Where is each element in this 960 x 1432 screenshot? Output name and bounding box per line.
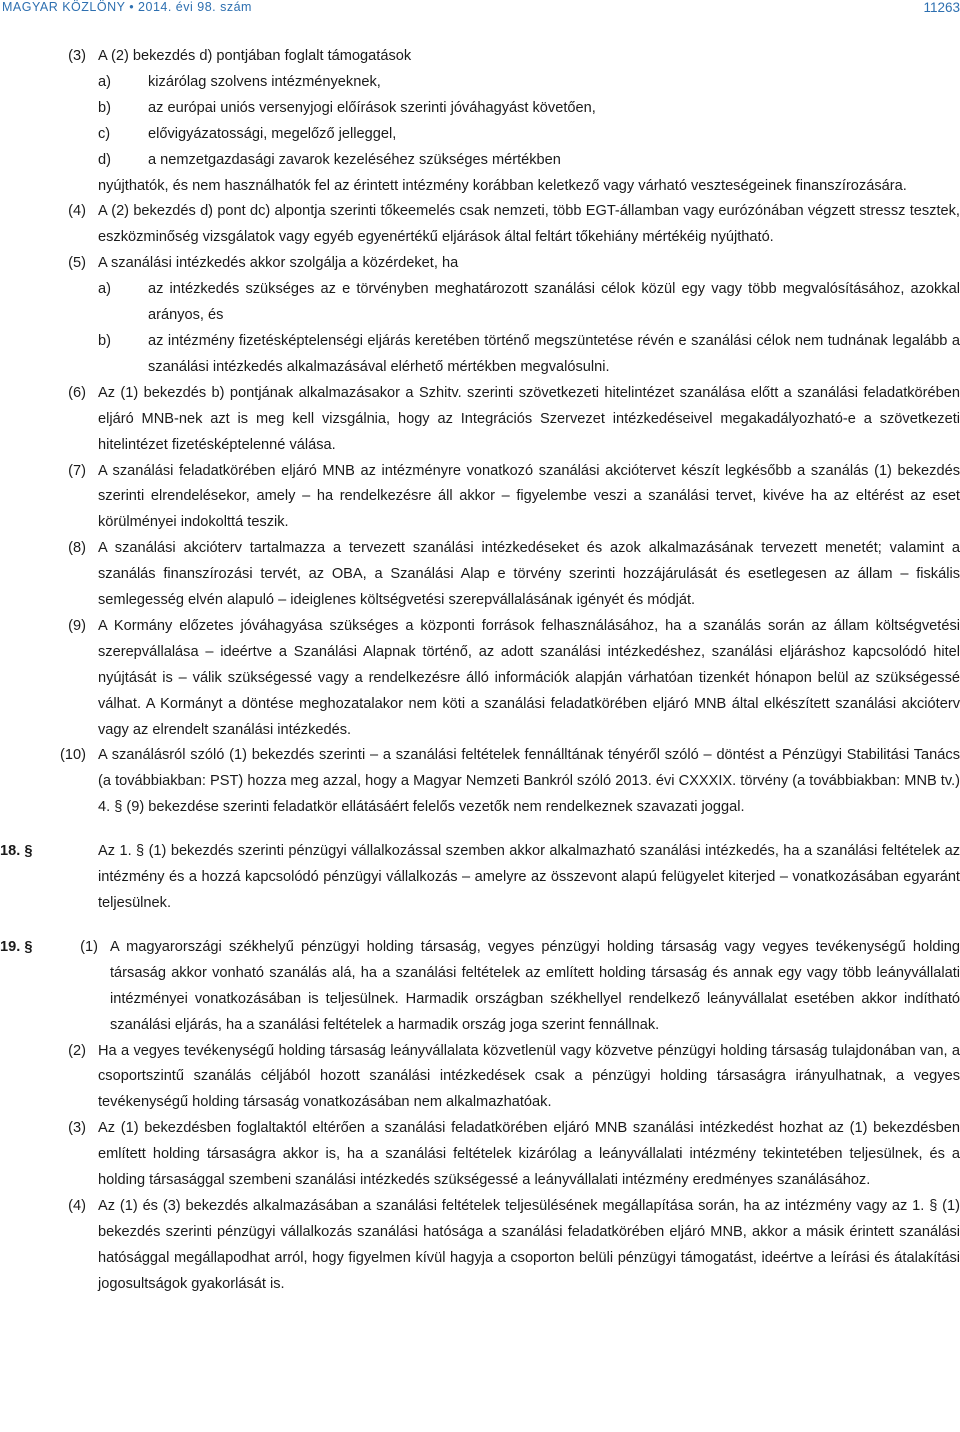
section-19-paragraph-3 [0, 1116, 960, 1194]
item-label: a) [98, 281, 111, 298]
paragraph-text: A szanálási feladatkörében eljáró MNB az intézményre vonatkozó szanálási akciótervet készít legkésőbb a szanálás (1) bekezdés szerinti elrendelésekor, amely – ha rendelkezésre áll akkor – figyelembe veszi a szanálási tervet, kivéve ha az eltérést az eset körülményei indokolttá teszik. [98, 462, 960, 531]
paragraph-3 [0, 44, 960, 70]
paragraph-number: (2) [68, 1042, 86, 1059]
paragraph-4 [0, 199, 960, 251]
paragraph-number: (4) [68, 203, 86, 220]
item-text: az európai uniós versenyjogi előírások szerinti jóváhagyást követően, [148, 99, 596, 116]
paragraph-number: (1) [80, 938, 98, 955]
item-text: az intézkedés szükséges az e törvényben meghatározott szanálási célok közül egy vagy több megvalósításához, azokkal arányos, és [148, 281, 960, 324]
paragraph-text: A szanálási intézkedés akkor szolgálja a közérdeket, ha [98, 255, 459, 272]
paragraph-7 [0, 459, 960, 537]
paragraph-number: (6) [68, 384, 86, 401]
paragraph-number: (8) [68, 540, 86, 557]
item-text: az intézmény fizetésképtelenségi eljárás keretében történő megszüntetése révén e szanálási célok nem tudnának legalább a szanálási intézkedés alkalmazásával elérhető mértékben megvalósulni. [148, 332, 960, 375]
paragraph-text: A (2) bekezdés d) pont dc) alpontja szerinti tőkeemelés csak nemzeti, több EGT-államban vagy eurózónában végzett stressz tesztek, eszközminőség vizsgálatok vagy egyéb egyenértékű eljárások által feltárt tőkehiány mértékéig nyújtható. [98, 203, 960, 246]
paragraph-number: (10) [60, 747, 86, 764]
item-text: a nemzetgazdasági zavarok kezeléséhez szükséges mértékben [148, 151, 561, 168]
item-label: b) [98, 99, 111, 116]
page-number: 11263 [923, 0, 960, 15]
list-item [98, 122, 960, 148]
paragraph-text: A magyarországi székhelyű pénzügyi holding társaság, vegyes pénzügyi holding társaság vagy vegyes tevékenységű holding társaság akkor vonható szanálás alá, ha a szanálási feltételek az említett holding társaság és annak egy vagy több leányvállalati intézményei vonatkozásában is teljesülnek. Harmadik országban székhellyel rendelkező leányvállalat esetében akkor indítható szanálási eljárás, ha a szanálási feltételek a harmadik ország joga szerint fennállnak. [110, 938, 960, 1033]
section-number: 19. § [0, 938, 33, 955]
paragraph-continuation: nyújthatók, és nem használhatók fel az érintett intézmény korábban keletkező vagy várható veszteségeinek finanszírozására. [98, 177, 907, 194]
paragraph-text: A szanálási akcióterv tartalmazza a tervezett szanálási intézkedéseket és azok alkalmazásának tervezett menetét; valamint a szanálás finanszírozási tervét, az OBA, a Szanálási Alap e törvény szerinti hozzájárulását és esetlegesen az állam – fiskális semlegesség elvén alapuló – ideiglenes költségvetési szerepvállalásának igényét és módját. [98, 540, 960, 609]
section-text: Az 1. § (1) bekezdés szerinti pénzügyi vállalkozással szemben akkor alkalmazható szanálási intézkedés, ha a szanálási feltételek az intézmény és a hozzá kapcsolódó pénzügyi vállalkozás – amelyre az összevont alapú felügyelet kiterjed – vonatkozásában egyaránt teljesülnek. [98, 843, 960, 911]
paragraph-number: (4) [68, 1197, 86, 1214]
paragraph-8 [0, 536, 960, 614]
item-text: kizárólag szolvens intézményeknek, [148, 73, 381, 90]
section-19 [0, 935, 960, 1039]
paragraph-text: Az (1) és (3) bekezdés alkalmazásában a szanálási feltételek teljesülésének megállapítása során, ha az intézmény vagy az 1. § (1) bekezdés szerinti pénzügyi vállalkozás szanálási hatósága a szanálási feladatkörében eljáró MNB, akkor a másik érintett szanálási hatósággal megállapodhat arról, hogy figyelmen kívül hagyja a csoporton belüli pénzügyi támogatást, ideértve a leírási és átalakítási jogosultságok gyakorlását is. [98, 1197, 960, 1292]
item-label: a) [98, 73, 111, 90]
paragraph-number: (3) [68, 48, 86, 64]
paragraph-10 [0, 743, 960, 821]
list-item [98, 96, 960, 122]
item-label: c) [98, 125, 111, 142]
paragraph-number: (9) [68, 617, 86, 634]
list-item [98, 70, 960, 96]
paragraph-text: Az (1) bekezdésben foglaltaktól eltérően a szanálási feladatkörében eljáró MNB szanálási intézkedést hozhat az (1) bekezdésben említett holding társaságra akkor is, ha a szanálási feltételek kizárólag a leányvállalati intézmény tekintetében teljesülnek, és a holding társasággal szembeni szanálási intézkedés szükségessé a leányvállalati intézmény eredményes szanálásához. [98, 1120, 960, 1189]
document-body [0, 44, 960, 1298]
paragraph-9 [0, 614, 960, 744]
section-19-paragraph-2 [0, 1039, 960, 1117]
paragraph-number: (5) [68, 255, 86, 272]
paragraph-text: A (2) bekezdés d) pontjában foglalt támogatások [98, 48, 412, 64]
publication-title: MAGYAR KÖZLÖNY • 2014. évi 98. szám [2, 0, 252, 14]
item-label: d) [98, 151, 111, 168]
section-number: 18. § [0, 843, 33, 860]
paragraph-text: A Kormány előzetes jóváhagyása szükséges a központi források felhasználásához, ha a szanálás során az állam költségvetési szerepvállalása – ideértve a Szanálási Alapnak történő, az adott szanálási intézkedéshez, szanálási eljáráshoz kapcsolódó hitel nyújtását is – válik szükségessé vagy a rendelkezésre álló információk alapján várhatóan tizenkét hónapon belül az szükségessé válhat. A Kormányt a döntése meghozatalakor nem köti a szanálási feladatkörében eljáró MNB által elkészített szanálási akcióterv vagy az elrendelt szanálási intézkedés. [98, 617, 960, 738]
paragraph-5 [0, 251, 960, 277]
list-item [98, 329, 960, 381]
section-19-paragraph-4 [0, 1194, 960, 1298]
list-item [98, 148, 960, 174]
item-label: b) [98, 332, 111, 349]
paragraph-text: Az (1) bekezdés b) pontjának alkalmazásakor a Szhitv. szerinti szövetkezeti hitelintézet szanálása előtt a szanálási feladatkörében eljáró MNB-nek azt is meg kell vizsgálnia, hogy az Integrációs Szervezet intézkedéseivel megakadályozható-e a szövetkezeti hitelintézet fizetésképtelenné válása. [98, 384, 960, 453]
paragraph-text: Ha a vegyes tevékenységű holding társaság leányvállalata közvetlenül vagy közvetve pénzügyi holding társaság tulajdonában van, a csoportszintű szanálás céljából hozott szanálási intézkedések csak a pénzügyi holding társaságra irányulhatnak, a vegyes tevékenységű holding társaság vonatkozásában nem alkalmazhatóak. [98, 1042, 960, 1111]
section-18 [0, 839, 960, 917]
paragraph-number: (3) [68, 1120, 86, 1137]
paragraph-6 [0, 381, 960, 459]
list-item [98, 277, 960, 329]
paragraph-number: (7) [68, 462, 86, 479]
page-header [0, 0, 960, 24]
paragraph-text: A szanálásról szóló (1) bekezdés szerinti – a szanálási feltételek fennálltának tényéről szóló – döntést a Pénzügyi Stabilitási Tanács (a továbbiakban: PST) hozza meg azzal, hogy a Magyar Nemzeti Bankról szóló 2013. évi CXXXIX. törvény (a továbbiakban: MNB tv.) 4. § (9) bekezdése szerinti feladatkör ellátásáért felelős vezetők nem rendelkeznek szavazati joggal. [98, 747, 960, 816]
item-text: elővigyázatossági, megelőző jelleggel, [148, 125, 397, 142]
